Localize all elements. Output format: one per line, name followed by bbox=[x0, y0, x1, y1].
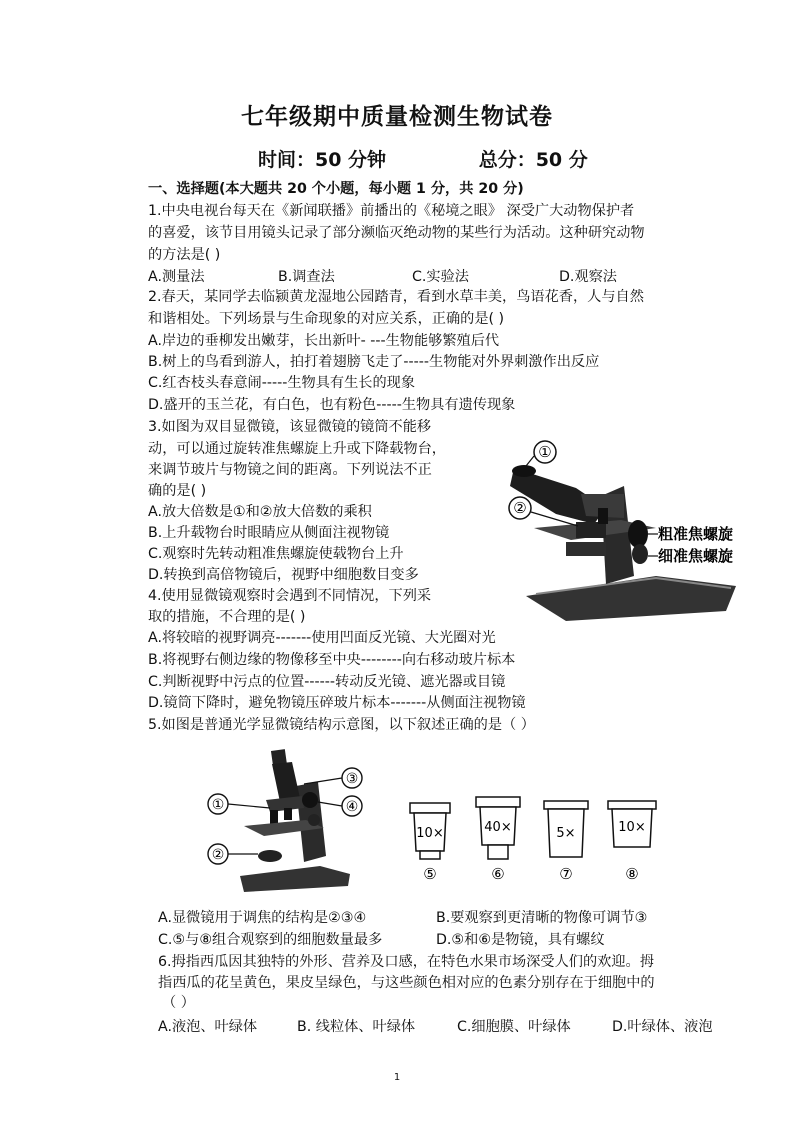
fig-label: ① bbox=[211, 797, 225, 813]
q2-option-b: B.树上的鸟看到游人，拍打着翅膀飞走了-----生物能对外界刺激作出反应 bbox=[148, 354, 600, 370]
lens-tube bbox=[272, 762, 300, 802]
q5-line: 5.如图是普通光学显微镜结构示意图，以下叙述正确的是（ ） bbox=[148, 717, 535, 733]
microscope-base bbox=[526, 576, 736, 621]
binocular-microscope-figure bbox=[506, 436, 776, 626]
q1-line: 1.中央电视台每天在《新闻联播》前播出的《秘境之眼》 深受广大动物保护者 bbox=[148, 203, 635, 219]
time-label: 时间：50 分钟 bbox=[258, 149, 387, 171]
page-number: 1 bbox=[393, 1072, 401, 1083]
section-title: 一、选择题(本大题共 20 个小题，每小题 1 分，共 20 分) bbox=[148, 181, 524, 197]
fig-label: ② bbox=[513, 499, 527, 517]
lens-mark: 10× bbox=[416, 826, 444, 841]
q6-line: 6.拇指西瓜因其独特的外形、营养及口感，在特色水果市场深受人们的欢迎。拇 bbox=[158, 954, 654, 970]
lens-8 bbox=[608, 801, 656, 883]
q6-option-b: B. 线粒体、叶绿体 bbox=[297, 1019, 416, 1035]
q2-option-d: D.盛开的玉兰花，有白色，也有粉色-----生物具有遗传现象 bbox=[148, 397, 516, 413]
coarse-focus-label: 粗准焦螺旋 bbox=[658, 525, 734, 543]
q4-line: 取的措施，不合理的是( ) bbox=[148, 609, 306, 625]
q4-line: 4.使用显微镜观察时会遇到不同情况，下列采 bbox=[148, 588, 432, 604]
coarse-focus-knob bbox=[628, 520, 648, 548]
q1-line: 的喜爱，该节目用镜头记录了部分濒临灭绝动物的某些行为活动。这种研究动物 bbox=[148, 225, 645, 241]
q2-option-c: C.红杏枝头春意闹-----生物具有生长的现象 bbox=[148, 375, 416, 391]
q4-option-b: B.将视野右侧边缘的物像移至中央--------向右移动玻片标本 bbox=[148, 652, 516, 668]
q5-option-d: D.⑤和⑥是物镜，具有螺纹 bbox=[436, 932, 605, 948]
q6-line: （ ） bbox=[162, 995, 195, 1011]
q3-line: 3.如图为双目显微镜，该显微镜的镜筒不能移 bbox=[148, 419, 432, 435]
q6-option-c: C.细胞膜、叶绿体 bbox=[457, 1019, 571, 1035]
q1-line: 的方法是( ) bbox=[148, 247, 221, 263]
q6-option-d: D.叶绿体、液泡 bbox=[612, 1019, 713, 1035]
lens-mark: 5× bbox=[556, 826, 576, 841]
q3-line: 确的是( ) bbox=[148, 483, 207, 499]
exam-info bbox=[258, 145, 588, 172]
q3-option-c: C.观察时先转动粗准焦螺旋使载物台上升 bbox=[148, 546, 404, 562]
fine-focus-label: 细准焦螺旋 bbox=[658, 547, 734, 565]
lens-mark: 40× bbox=[484, 820, 512, 835]
monocular-microscope-figure bbox=[200, 748, 370, 896]
lens-number: ⑤ bbox=[423, 865, 437, 883]
q6-line: 指西瓜的花呈黄色，果皮呈绿色，与这些颜色相对应的色素分别存在于细胞中的 bbox=[158, 975, 655, 991]
q3-line: 动，可以通过旋转准焦螺旋上升或下降载物台， bbox=[148, 441, 446, 457]
lens-7 bbox=[544, 801, 588, 883]
coarse-focus-knob bbox=[302, 792, 318, 808]
fig-label: ② bbox=[211, 847, 225, 863]
q1-option-d: D.观察法 bbox=[559, 269, 617, 285]
q1-option-c: C.实验法 bbox=[412, 269, 469, 285]
lens-6 bbox=[476, 797, 520, 883]
lens-set-figure bbox=[400, 795, 670, 887]
q4-option-d: D.镜筒下降时，避免物镜压碎玻片标本-------从侧面注视物镜 bbox=[148, 695, 526, 711]
q2-line: 2.春天，某同学去临颍黄龙湿地公园踏青，看到水草丰美，鸟语花香，人与自然 bbox=[148, 289, 644, 305]
q3-option-d: D.转换到高倍物镜后，视野中细胞数目变多 bbox=[148, 567, 419, 583]
q3-option-b: B.上升载物台时眼睛应从侧面注视物镜 bbox=[148, 525, 390, 541]
fig-label: ③ bbox=[345, 771, 359, 787]
lens-number: ⑦ bbox=[559, 865, 573, 883]
q1-option-b: B.调查法 bbox=[278, 269, 335, 285]
q2-option-a: A.岸边的垂柳发出嫩芽，长出新叶- ---生物能够繁殖后代 bbox=[148, 333, 500, 349]
lens-mark: 10× bbox=[618, 820, 646, 835]
q4-option-c: C.判断视野中污点的位置------转动反光镜、遮光器或目镜 bbox=[148, 674, 506, 690]
lens-5 bbox=[410, 803, 450, 883]
fig-label: ④ bbox=[345, 799, 359, 815]
mirror bbox=[258, 850, 282, 862]
q3-line: 来调节玻片与物镜之间的距离。下列说法不正 bbox=[148, 462, 432, 478]
microscope-base bbox=[240, 866, 350, 892]
q1-option-a: A.测量法 bbox=[148, 269, 205, 285]
q6-option-a: A.液泡、叶绿体 bbox=[158, 1019, 258, 1035]
q4-option-a: A.将较暗的视野调亮-------使用凹面反光镜、大光圈对光 bbox=[148, 630, 496, 646]
q3-option-a: A.放大倍数是①和②放大倍数的乘积 bbox=[148, 504, 372, 520]
score-label: 总分：50 分 bbox=[478, 149, 588, 171]
lens-number: ⑧ bbox=[625, 865, 639, 883]
page-title: 七年级期中质量检测生物试卷 bbox=[241, 104, 553, 130]
q5-option-a: A.显微镜用于调焦的结构是②③④ bbox=[158, 910, 367, 926]
fig-label: ① bbox=[538, 443, 552, 461]
q2-line: 和谐相处。下列场景与生命现象的对应关系，正确的是( ) bbox=[148, 311, 505, 327]
q5-option-b: B.要观察到更清晰的物像可调节③ bbox=[436, 910, 648, 926]
q5-option-c: C.⑤与⑧组合观察到的细胞数量最多 bbox=[158, 932, 383, 948]
fine-focus-knob bbox=[632, 544, 648, 564]
lens-number: ⑥ bbox=[491, 865, 505, 883]
